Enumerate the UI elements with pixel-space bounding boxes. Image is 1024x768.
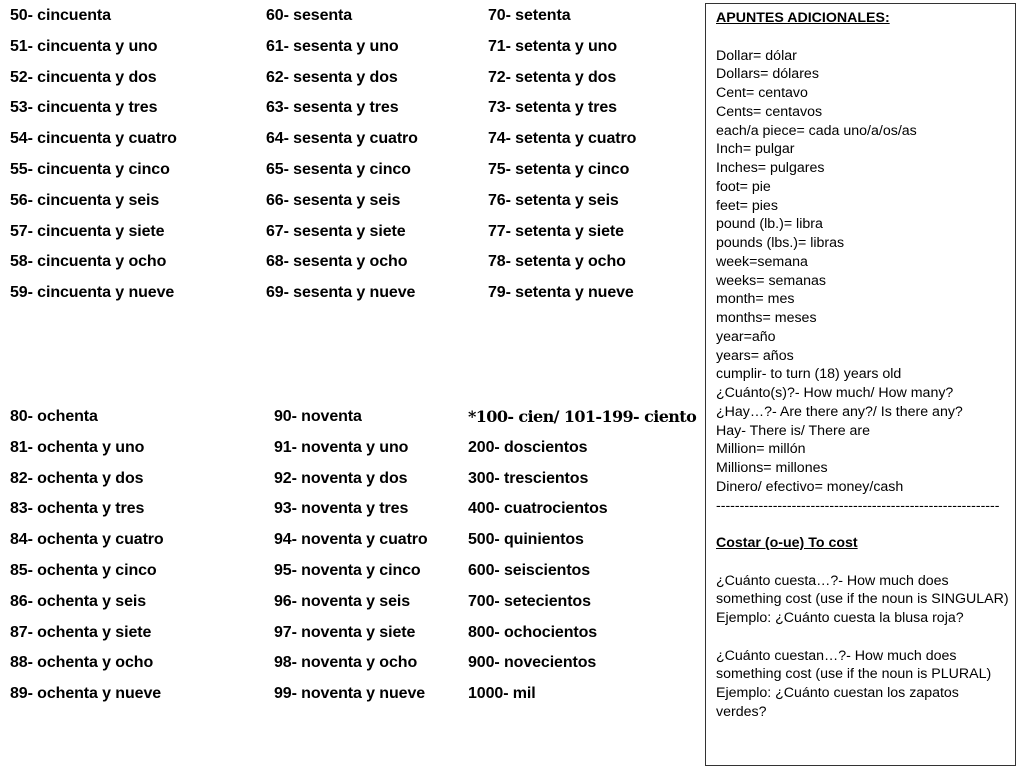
vocab-item: cumplir- to turn (18) years old — [716, 366, 902, 383]
number-item: 80- ochenta — [10, 408, 98, 425]
number-item: 76- setenta y seis — [488, 191, 619, 209]
number-item: 68- sesenta y ocho — [266, 253, 408, 271]
number-item: 89- ochenta y nueve — [10, 685, 162, 703]
numbers-90s-list — [274, 402, 428, 710]
number-item: 85- ochenta y cinco — [10, 561, 157, 579]
numbers-60s-list — [266, 1, 418, 309]
number-item: 700- setecientos — [468, 592, 591, 610]
number-item: 95- noventa y cinco — [274, 561, 421, 579]
number-item: 73- setenta y tres — [488, 99, 617, 117]
vocab-item: Inch= pulgar — [716, 141, 795, 158]
number-item: 71- setenta y uno — [488, 37, 618, 55]
numbers-70s-list — [488, 1, 636, 309]
vocab-item: week=semana — [716, 253, 808, 270]
number-item: 500- quinientos — [468, 531, 584, 549]
notes-divider: ------------------------------------------------------------ — [716, 497, 1000, 514]
plural-example: Ejemplo: ¿Cuánto cuestan los zapatos verdes? — [716, 685, 959, 720]
number-item: 77- setenta y siete — [488, 222, 624, 240]
vocab-item: Dollars= dólares — [716, 66, 819, 83]
vocab-item: years= años — [716, 347, 794, 364]
number-item: 66- sesenta y seis — [266, 191, 401, 209]
number-item: 81- ochenta y uno — [10, 438, 145, 456]
vocab-item: ¿Hay…?- Are there any?/ Is there any? — [716, 403, 963, 420]
vocab-item: pounds (lbs.)= libras — [716, 235, 845, 251]
vocab-item: foot= pie — [716, 178, 771, 195]
number-item: 86- ochenta y seis — [10, 592, 147, 610]
number-item: 98- noventa y ocho — [274, 654, 418, 672]
vocab-item: each/a piece= cada uno/a/os/as — [716, 122, 917, 139]
number-item: 59- cincuenta y nueve — [10, 284, 175, 302]
number-item: 62- sesenta y dos — [266, 68, 398, 86]
number-item: 58- cincuenta y ocho — [10, 253, 167, 271]
additional-notes-box — [705, 3, 1016, 766]
number-item: 64- sesenta y cuatro — [266, 130, 418, 148]
number-item: 57- cincuenta y siete — [10, 222, 165, 240]
vocab-item: Inches= pulgares — [716, 160, 825, 176]
number-item: 72- setenta y dos — [488, 68, 617, 86]
number-item: 78- setenta y ocho — [488, 253, 626, 271]
number-item: 900- novecientos — [468, 654, 597, 672]
number-item: 200- doscientos — [468, 438, 588, 456]
number-item: 94- noventa y cuatro — [274, 531, 428, 549]
number-item: 60- sesenta — [266, 7, 353, 24]
vocab-item: weeks= semanas — [716, 272, 827, 289]
number-item: 97- noventa y siete — [274, 623, 416, 641]
number-item: 67- sesenta y siete — [266, 222, 406, 240]
number-item: 99- noventa y nueve — [274, 685, 426, 703]
number-item: 52- cincuenta y dos — [10, 68, 157, 86]
plural-question: ¿Cuánto cuestan…?- How much does something cost (use if the noun is PLURAL) — [716, 647, 992, 683]
vocab-item: Million= millón — [716, 441, 806, 458]
number-item: 400- cuatrocientos — [468, 500, 608, 518]
vocab-item: Cent= centavo — [716, 85, 808, 101]
number-item: 83- ochenta y tres — [10, 500, 145, 518]
number-item: 50- cincuenta — [10, 7, 111, 24]
number-item: 53- cincuenta y tres — [10, 99, 158, 117]
number-item: 800- ochocientos — [468, 623, 598, 641]
number-item: 51- cincuenta y uno — [10, 37, 158, 55]
number-item: 75- setenta y cinco — [488, 160, 630, 178]
vocab-list — [716, 47, 1015, 497]
number-item: 92- noventa y dos — [274, 469, 408, 487]
number-item: 91- noventa y uno — [274, 438, 409, 456]
number-item: 1000- mil — [468, 685, 536, 703]
numbers-50s-list — [10, 1, 177, 309]
singular-question: ¿Cuánto cuesta…?- How much does something cost (use if the noun is SINGULAR) — [716, 572, 1009, 608]
number-item: *100- cien/ 101-199- ciento — [468, 407, 697, 426]
vocab-item: Dollar= dólar — [716, 47, 797, 64]
number-item: 300- trescientos — [468, 469, 589, 487]
number-item: 54- cincuenta y cuatro — [10, 130, 177, 148]
number-item: 61- sesenta y uno — [266, 37, 399, 55]
number-item: 56- cincuenta y seis — [10, 191, 160, 209]
vocab-item: Millions= millones — [716, 460, 828, 476]
number-item: 90- noventa — [274, 408, 362, 425]
number-item: 96- noventa y seis — [274, 592, 411, 610]
number-item: 82- ochenta y dos — [10, 469, 144, 487]
number-item: 65- sesenta y cinco — [266, 160, 411, 178]
vocab-item: Cents= centavos — [716, 103, 823, 120]
vocab-item: months= meses — [716, 310, 817, 326]
number-item: 63- sesenta y tres — [266, 99, 399, 117]
numbers-hundreds-list — [468, 402, 696, 710]
number-item: 79- setenta y nueve — [488, 284, 634, 302]
number-item: 600- seiscientos — [468, 561, 591, 579]
number-item: 70- setenta — [488, 7, 571, 24]
number-item: 87- ochenta y siete — [10, 623, 152, 641]
notes-title: APUNTES ADICIONALES: — [716, 10, 890, 26]
number-item: 88- ochenta y ocho — [10, 654, 154, 672]
number-item: 84- ochenta y cuatro — [10, 531, 164, 549]
costar-title: Costar (o-ue) To cost — [716, 535, 858, 551]
vocab-item: Dinero/ efectivo= money/cash — [716, 478, 904, 495]
vocab-item: ¿Cuánto(s)?- How much/ How many? — [716, 385, 954, 401]
vocab-item: year=año — [716, 328, 776, 345]
vocab-item: month= mes — [716, 291, 795, 308]
number-item: 74- setenta y cuatro — [488, 130, 637, 148]
singular-example: Ejemplo: ¿Cuánto cuesta la blusa roja? — [716, 610, 964, 626]
vocab-item: pound (lb.)= libra — [716, 216, 823, 233]
number-item: 55- cincuenta y cinco — [10, 160, 170, 178]
number-item: 93- noventa y tres — [274, 500, 409, 518]
vocab-item: feet= pies — [716, 197, 778, 214]
numbers-80s-list — [10, 402, 164, 710]
number-item: 69- sesenta y nueve — [266, 284, 416, 302]
vocab-item: Hay- There is/ There are — [716, 422, 871, 439]
